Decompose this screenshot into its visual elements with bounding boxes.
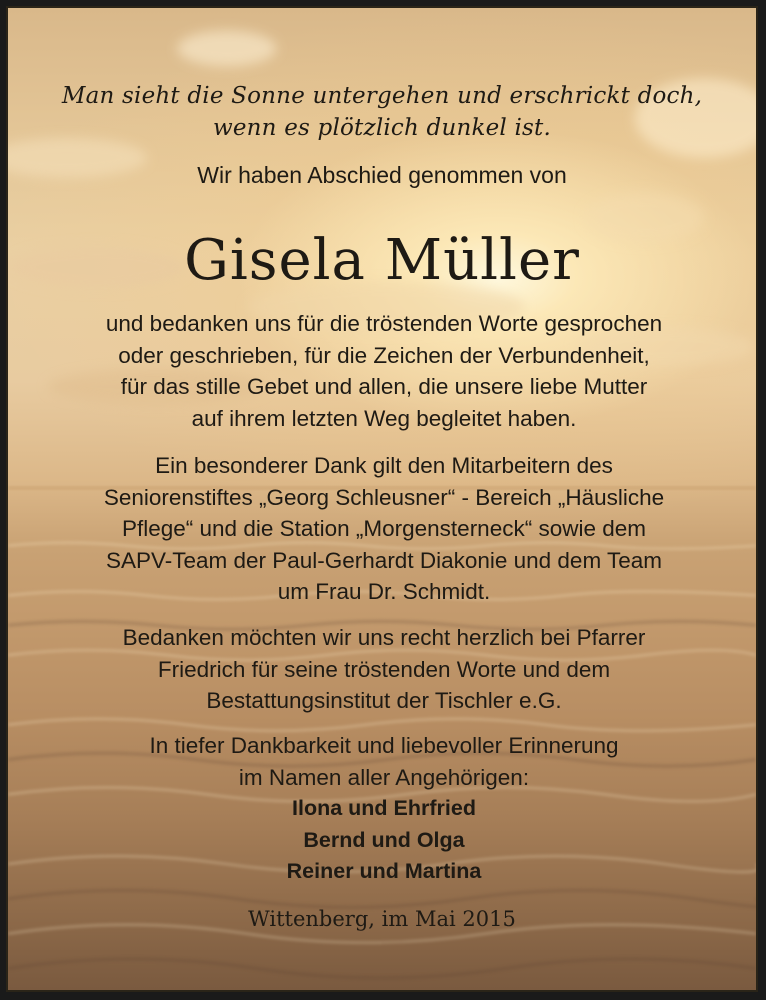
signatory-name: Ilona und Ehrfried: [292, 796, 476, 820]
quote-line: Man sieht die Sonne untergehen und erschrickt doch,: [61, 83, 703, 109]
text-line: Pflege“ und die Station „Morgensterneck“ sowie dem: [121, 516, 646, 541]
opening-quote: [8, 80, 756, 144]
thanks-paragraph: [28, 308, 740, 434]
text-line: Ein besonderer Dank gilt den Mitarbeitern des: [155, 453, 613, 478]
text-line: und bedanken uns für die tröstenden Worte gesprochen: [105, 311, 663, 336]
text-line: im Namen aller Angehörigen:: [238, 764, 530, 790]
text-line: Friedrich für seine tröstenden Worte und dem: [157, 656, 611, 682]
place-and-date: Wittenberg, im Mai 2015: [248, 907, 516, 931]
deceased-name: Gisela Müller: [184, 228, 580, 293]
text-line: Bestattungsinstitut der Tischler e.G.: [206, 688, 562, 713]
text-line: SAPV-Team der Paul-Gerhardt Diakonie und dem Team: [105, 547, 663, 573]
quote-line: wenn es plötzlich dunkel ist.: [212, 115, 552, 141]
text-line: In tiefer Dankbarkeit und liebevoller Erinnerung: [149, 733, 619, 758]
text-line: Bedanken möchten wir uns recht herzlich bei Pfarrer: [122, 625, 646, 650]
obituary-card: [6, 6, 758, 992]
pastor-thanks-paragraph: [28, 622, 740, 717]
text-line: um Frau Dr. Schmidt.: [277, 579, 491, 604]
text-line: auf ihrem letzten Weg begleitet haben.: [191, 405, 577, 431]
farewell-lead: Wir haben Abschied genommen von: [197, 162, 567, 188]
closing-paragraph: [28, 730, 740, 888]
text-line: Seniorenstiftes „Georg Schleusner“ - Bereich „Häusliche: [103, 484, 665, 510]
signatory-name: Bernd und Olga: [303, 827, 465, 852]
signatory-name: Reiner und Martina: [286, 859, 482, 883]
text-line: für das stille Gebet und allen, die unsere liebe Mutter: [120, 374, 648, 399]
special-thanks-paragraph: [28, 450, 740, 608]
text-line: oder geschrieben, für die Zeichen der Verbundenheit,: [118, 342, 650, 368]
